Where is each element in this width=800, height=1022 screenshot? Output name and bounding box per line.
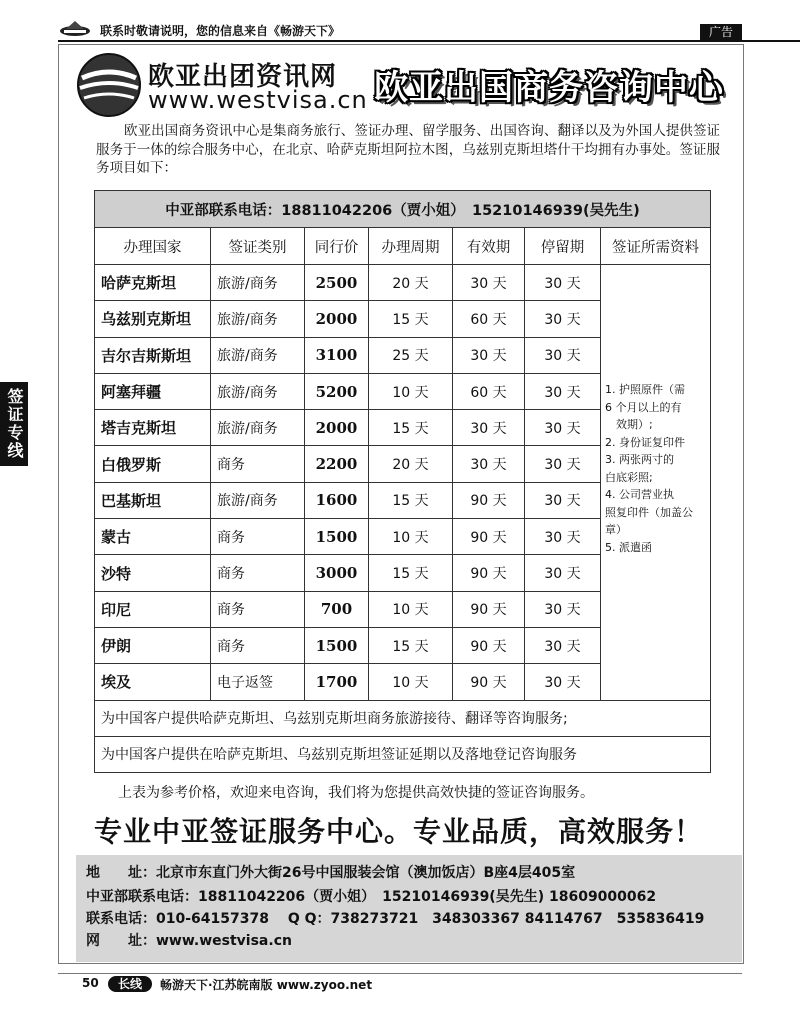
contact-tel-qq: 联系电话：010-64157378 Q Q：738273721 348303367 84114767 535836419 [86,911,705,927]
ad-tag: 广告 [700,24,742,40]
cycle-cell: 15 天 [369,301,453,337]
note-cell: 为中国客户提供哈萨克斯坦、乌兹别克斯坦商务旅游接待、翻译等咨询服务; [95,700,711,736]
price-cell: 2500 [305,265,369,301]
visa-type-cell: 旅游/商务 [211,482,305,518]
price-cell: 2200 [305,446,369,482]
validity-cell: 90 天 [453,519,525,555]
validity-cell: 30 天 [453,337,525,373]
visa-type-cell: 旅游/商务 [211,301,305,337]
page-number: 50 [82,976,99,990]
requirement-line: 白底彩照; [605,470,653,484]
price-cell: 1700 [305,664,369,700]
validity-cell: 90 天 [453,664,525,700]
stay-cell: 30 天 [525,627,601,663]
footer-publication: 畅游天下·江苏皖南版 www.zyoo.net [160,978,373,992]
stay-cell: 30 天 [525,410,601,446]
country-cell: 哈萨克斯坦 [95,265,211,301]
cycle-cell: 20 天 [369,446,453,482]
top-bar [58,22,800,42]
country-cell: 埃及 [95,664,211,700]
validity-cell: 60 天 [453,373,525,409]
cycle-cell: 10 天 [369,664,453,700]
section-badge: 长线 [108,976,152,992]
contact-web[interactable]: 网 址：www.westvisa.cn [86,933,292,949]
requirement-line: 照复印件（加盖公 [605,505,693,519]
brand-name: 欧亚出团资讯网 [148,62,338,92]
visa-type-cell: 电子返签 [211,664,305,700]
stay-cell: 30 天 [525,519,601,555]
globe-icon [76,52,142,118]
price-cell: 700 [305,591,369,627]
brand-url[interactable]: www.westvisa.cn [148,86,368,114]
cycle-cell: 20 天 [369,265,453,301]
validity-cell: 90 天 [453,591,525,627]
header-cell: 有效期 [453,228,525,265]
contact-phone: 中亚部联系电话：18811042206（贾小姐） 15210146939(吴先生) 18609000062 [86,889,657,905]
cycle-cell: 15 天 [369,410,453,446]
requirement-line: 章） [605,523,627,536]
header-cell: 签证所需资料 [601,228,711,265]
intro-text: 欧亚出国商务资讯中心是集商务旅行、签证办理、留学服务、出国咨询、翻译以及为外国人提供签证服务于一体的综合服务中心，在北京、哈萨克斯坦阿拉木图，乌兹别克斯坦塔什干均拥有办事处。签证服务项目如下： [96,123,720,176]
stay-cell: 30 天 [525,591,601,627]
requirements-cell [601,265,711,701]
cycle-cell: 15 天 [369,627,453,663]
cycle-cell: 15 天 [369,482,453,518]
price-cell: 3100 [305,337,369,373]
price-cell: 2000 [305,410,369,446]
table-row [95,265,711,301]
validity-cell: 90 天 [453,555,525,591]
header-cell: 停留期 [525,228,601,265]
requirement-line: 4. 公司营业执 [605,488,674,501]
visa-type-cell: 旅游/商务 [211,410,305,446]
header-row [95,228,711,265]
visa-type-cell: 商务 [211,627,305,663]
country-cell: 吉尔吉斯斯坦 [95,337,211,373]
note-row [95,700,711,736]
stay-cell: 30 天 [525,337,601,373]
price-cell: 2000 [305,301,369,337]
validity-cell: 60 天 [453,301,525,337]
cycle-cell: 10 天 [369,373,453,409]
visa-type-cell: 商务 [211,591,305,627]
stay-cell: 30 天 [525,301,601,337]
requirement-line: 2. 身份证复印件 [605,435,685,449]
phone-row [95,191,711,228]
country-cell: 阿塞拜疆 [95,373,211,409]
cycle-cell: 15 天 [369,555,453,591]
slogan: 专业中亚签证服务中心。专业品质，高效服务！ [94,815,704,848]
validity-cell: 30 天 [453,265,525,301]
phone-cell: 中亚部联系电话：18811042206（贾小姐） 15210146939(吴先生) [95,191,711,228]
header-cell: 签证类别 [211,228,305,265]
price-cell: 1500 [305,519,369,555]
stay-cell: 30 天 [525,555,601,591]
cycle-cell: 10 天 [369,591,453,627]
stay-cell: 30 天 [525,482,601,518]
country-cell: 蒙古 [95,519,211,555]
stay-cell: 30 天 [525,446,601,482]
price-cell: 5200 [305,373,369,409]
stay-cell: 30 天 [525,664,601,700]
country-cell: 白俄罗斯 [95,446,211,482]
header-cell: 办理国家 [95,228,211,265]
source-note: 联系时敬请说明，您的信息来自《畅游天下》 [100,24,341,38]
note-cell: 为中国客户提供在哈萨克斯坦、乌兹别克斯坦签证延期以及落地登记咨询服务 [95,736,711,772]
requirement-line: 5. 派遣函 [605,540,652,554]
visa-type-cell: 旅游/商务 [211,337,305,373]
cycle-cell: 10 天 [369,519,453,555]
country-cell: 沙特 [95,555,211,591]
price-cell: 3000 [305,555,369,591]
country-cell: 伊朗 [95,627,211,663]
header-cell: 办理周期 [369,228,453,265]
validity-cell: 90 天 [453,627,525,663]
validity-cell: 90 天 [453,482,525,518]
requirement-line: 6 个月以上的有 [605,400,682,414]
cycle-cell: 25 天 [369,337,453,373]
magazine-logo-icon [58,20,92,38]
price-cell: 1600 [305,482,369,518]
intro-paragraph [96,122,720,178]
country-cell: 塔吉克斯坦 [95,410,211,446]
price-footnote: 上表为参考价格，欢迎来电咨询，我们将为您提供高效快捷的签证咨询服务。 [118,785,594,801]
visa-type-cell: 商务 [211,555,305,591]
page-title: 欧亚出国商务咨询中心 [374,68,724,108]
country-cell: 乌兹别克斯坦 [95,301,211,337]
stay-cell: 30 天 [525,373,601,409]
requirement-line: 1. 护照原件（需 [605,383,685,396]
country-cell: 巴基斯坦 [95,482,211,518]
price-cell: 1500 [305,627,369,663]
visa-type-cell: 旅游/商务 [211,373,305,409]
visa-table [94,190,711,773]
visa-type-cell: 旅游/商务 [211,265,305,301]
section-side-tab: 签证专线 [0,382,28,466]
requirement-line: 3. 两张两寸的 [605,453,674,466]
note-row [95,736,711,772]
visa-type-cell: 商务 [211,519,305,555]
contact-address: 地 址：北京市东直门外大街26号中国服装会馆（澳加饭店）B座4层405室 [86,865,576,881]
visa-type-cell: 商务 [211,446,305,482]
validity-cell: 30 天 [453,410,525,446]
header-cell: 同行价 [305,228,369,265]
validity-cell: 30 天 [453,446,525,482]
requirement-line: 效期）; [605,418,653,431]
stay-cell: 30 天 [525,265,601,301]
country-cell: 印尼 [95,591,211,627]
